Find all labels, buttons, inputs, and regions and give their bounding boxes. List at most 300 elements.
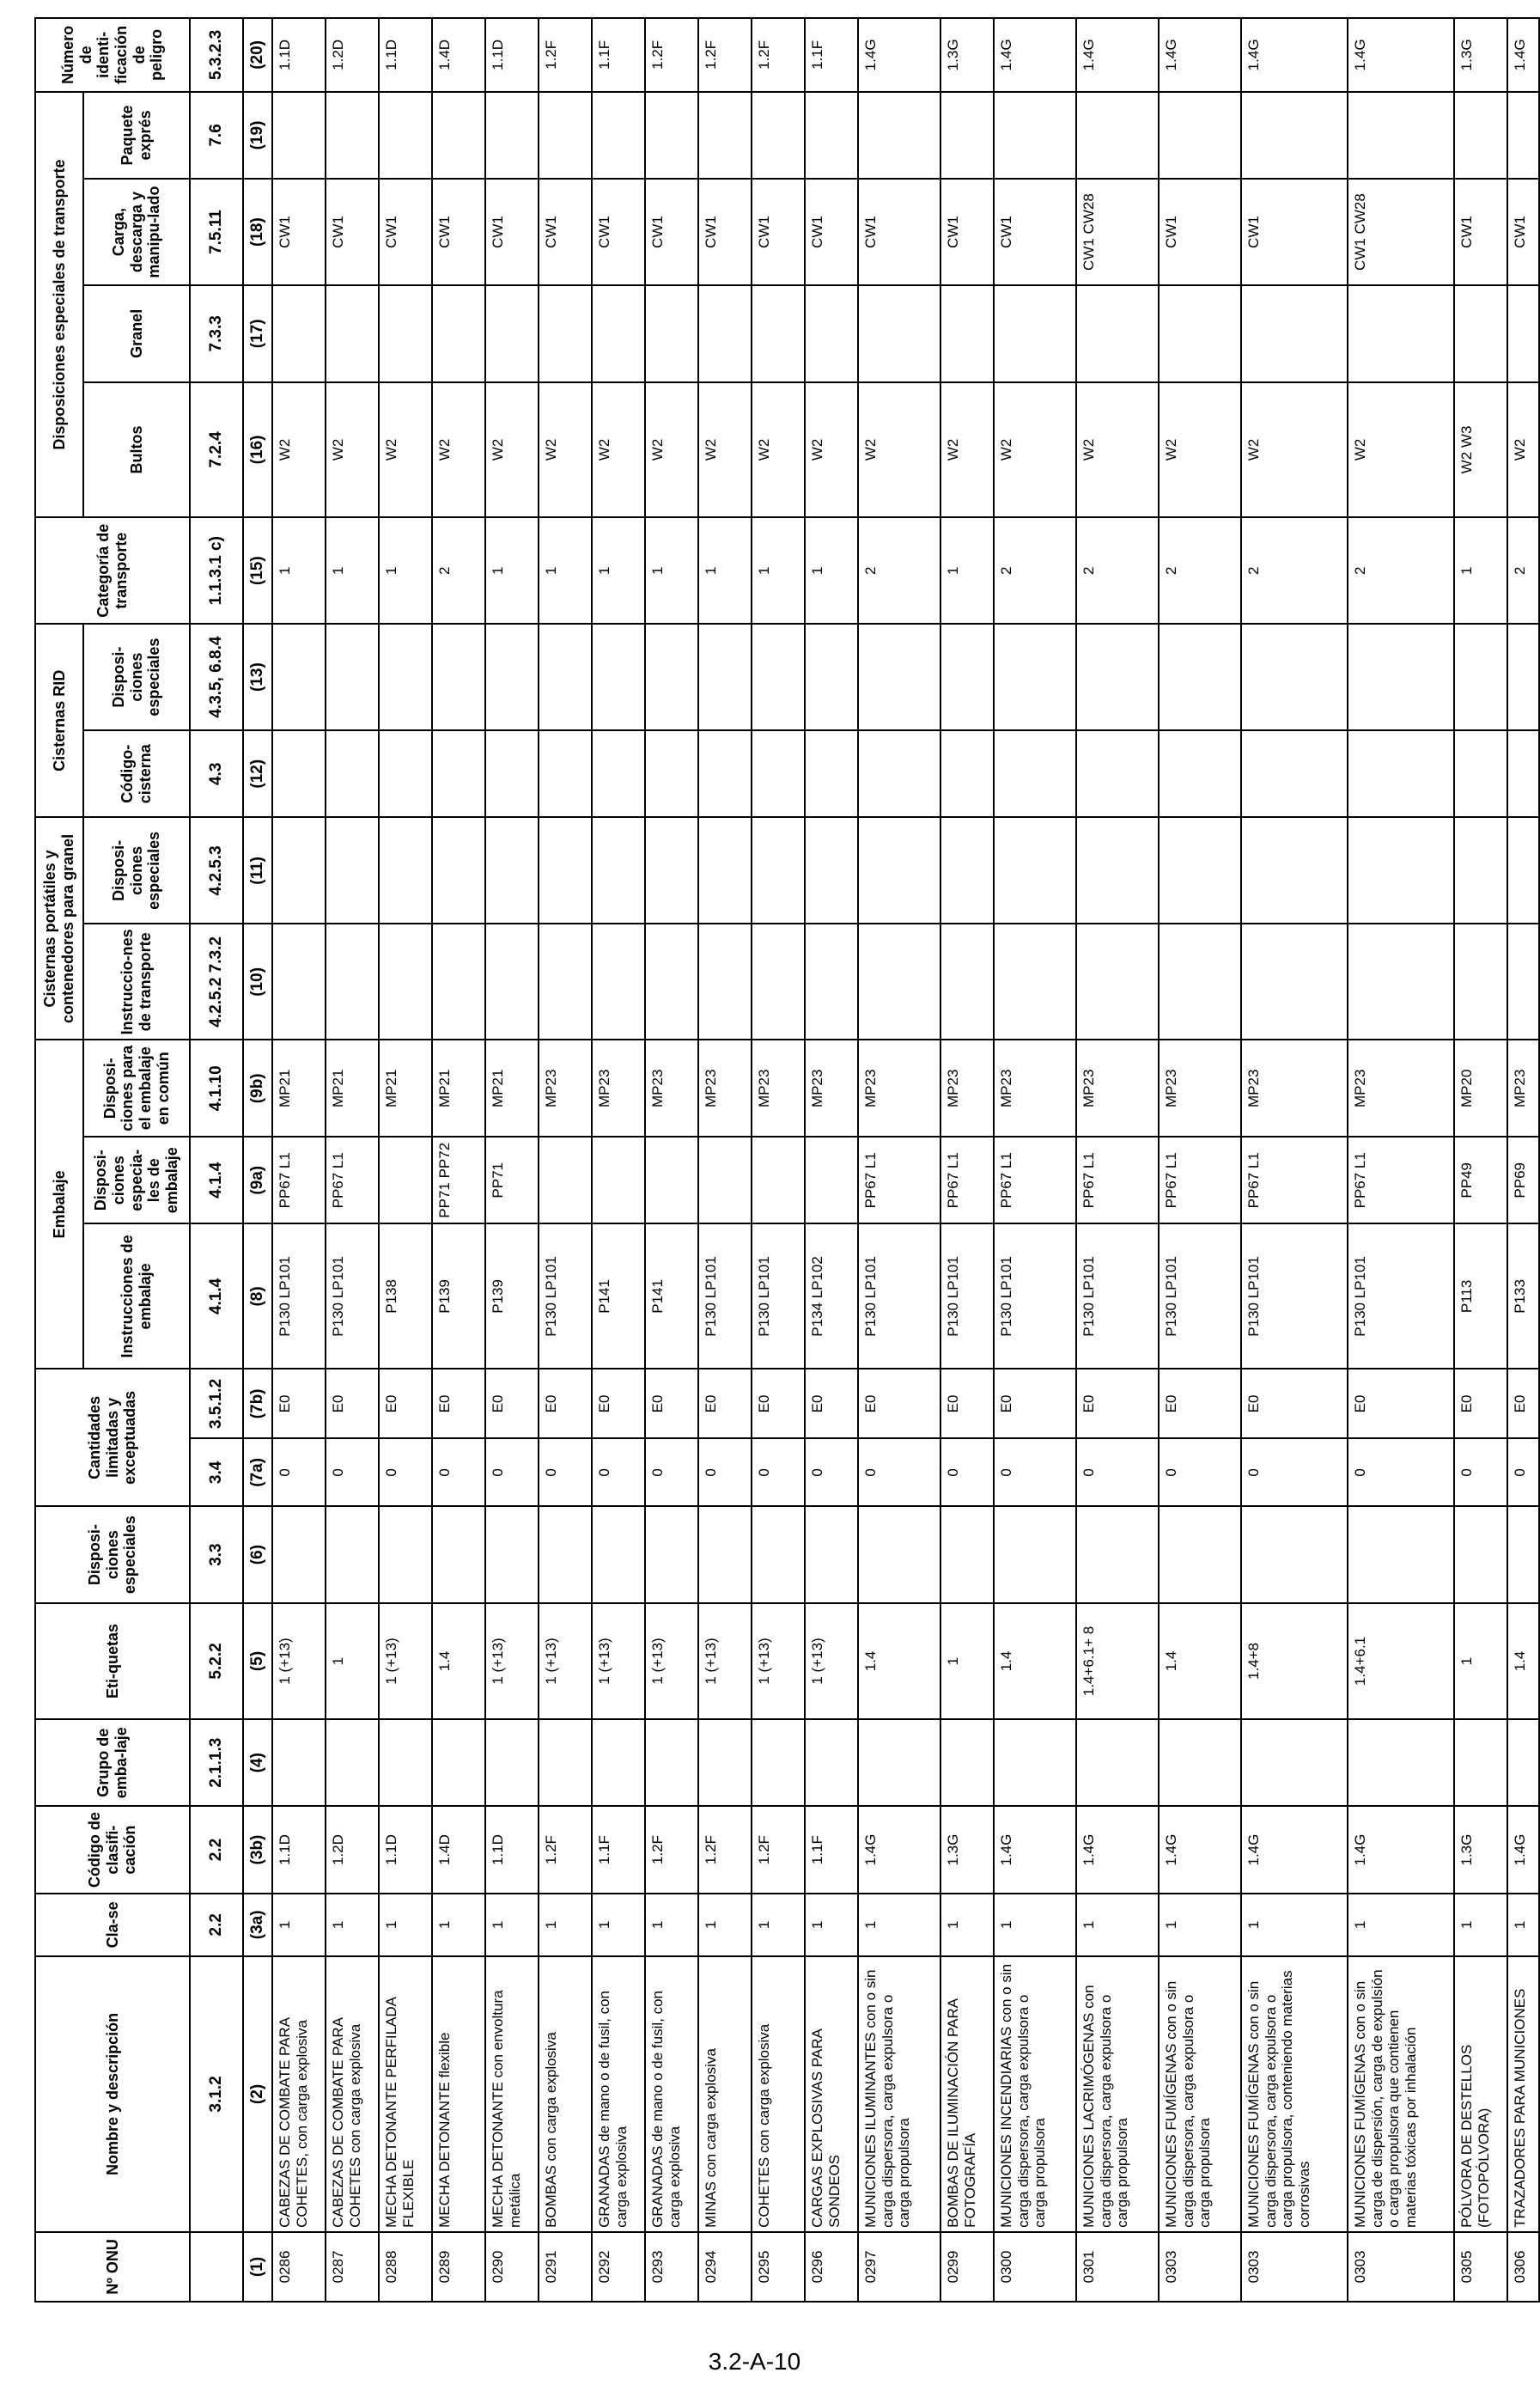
table-cell [485, 817, 539, 924]
table-cell: 1.4 [1507, 1603, 1539, 1719]
table-cell [752, 1137, 805, 1223]
table-cell: 1 [272, 517, 326, 624]
table-cell: CW1 [485, 179, 539, 285]
table-cell: CW1 [858, 179, 940, 285]
table-cell: 0301 [1076, 2232, 1159, 2302]
table-cell: 0288 [379, 2232, 432, 2302]
table-cell: 0 [485, 1438, 539, 1506]
table-cell [1159, 730, 1241, 817]
table-cell [805, 92, 858, 179]
table-cell: 0295 [752, 2232, 805, 2302]
col-head-19: Paquete exprés [83, 92, 190, 179]
table-cell [1159, 1719, 1241, 1806]
table-cell: P130 LP101 [1159, 1223, 1241, 1369]
table-cell [1454, 1506, 1507, 1603]
table-cell [1507, 1506, 1539, 1603]
table-cell [940, 92, 994, 179]
table-cell [1348, 285, 1454, 382]
table-row [485, 18, 539, 2302]
table-cell: 0303 [1348, 2232, 1454, 2302]
ref-cell: 1.1.3.1 c) [190, 517, 243, 624]
table-cell [592, 817, 645, 924]
table-cell [1076, 285, 1159, 382]
table-cell: 1 [940, 1894, 994, 1956]
table-cell [858, 92, 940, 179]
substance-name-cell: CABEZAS DE COMBATE PARA COHETES, con carga explosiva [272, 1956, 326, 2232]
group-head-embalaje: Embalaje [35, 1040, 83, 1369]
table-cell [1241, 1506, 1348, 1603]
table-cell: 1 (+13) [272, 1603, 326, 1719]
table-cell: P139 [485, 1223, 539, 1369]
table-cell: 0 [1348, 1438, 1454, 1506]
table-cell: E0 [539, 1369, 592, 1438]
table-cell: MP20 [1454, 1040, 1507, 1137]
table-cell [1348, 1506, 1454, 1603]
table-cell: 0300 [994, 2232, 1076, 2302]
table-cell [805, 1506, 858, 1603]
rotated-table-container [34, 17, 1528, 2303]
col-number-cell: (18) [243, 179, 272, 285]
col-head-20: Número de identi-ficación de peligro [35, 18, 190, 92]
table-cell [539, 285, 592, 382]
table-cell: 1.4+6.1 [1348, 1603, 1454, 1719]
col-head-9a: Disposi-ciones especia-les de embalaje [83, 1137, 190, 1223]
table-cell: CW1 [432, 179, 485, 285]
table-cell [1241, 1719, 1348, 1806]
table-cell: 1.4G [1507, 18, 1539, 92]
table-cell [432, 285, 485, 382]
col-head-8: Instrucciones de embalaje [83, 1223, 190, 1369]
table-cell: P130 LP101 [994, 1223, 1076, 1369]
table-cell [1159, 92, 1241, 179]
col-number-cell: (9a) [243, 1137, 272, 1223]
table-cell: 1.3G [940, 1806, 994, 1893]
table-cell [326, 92, 379, 179]
table-cell: 1.1D [485, 1806, 539, 1893]
table-cell [1507, 817, 1539, 924]
table-cell: CW1 [805, 179, 858, 285]
table-cell: 0297 [858, 2232, 940, 2302]
table-cell: 1 [1159, 1894, 1241, 1956]
table-cell [326, 924, 379, 1040]
table-cell: 1 (+13) [752, 1603, 805, 1719]
table-cell: CW1 [1159, 179, 1241, 285]
table-cell [1076, 817, 1159, 924]
table-cell: 0291 [539, 2232, 592, 2302]
table-row [272, 18, 326, 2302]
table-cell [994, 924, 1076, 1040]
table-cell: 1 [645, 1894, 698, 1956]
table-cell [272, 817, 326, 924]
table-cell: PP67 L1 [858, 1137, 940, 1223]
table-cell: CW1 [752, 179, 805, 285]
substance-name-cell: MUNICIONES FUMÍGENAS con o sin carga de dispersión, carga de expulsión o carga propulsora que contienen materias tóxicas por inhalación [1348, 1956, 1454, 2232]
table-cell: 1 [940, 517, 994, 624]
table-cell [1348, 817, 1454, 924]
table-cell: 0 [645, 1438, 698, 1506]
table-cell: P141 [645, 1223, 698, 1369]
col-head-11: Disposi-ciones especiales [83, 817, 190, 924]
table-cell: 1 [1454, 1894, 1507, 1956]
table-cell [698, 92, 752, 179]
table-cell [858, 1719, 940, 1806]
table-cell: PP49 [1454, 1137, 1507, 1223]
table-cell: 1.2F [752, 1806, 805, 1893]
table-cell: 0 [272, 1438, 326, 1506]
table-cell [645, 817, 698, 924]
table-cell: 1 (+13) [698, 1603, 752, 1719]
table-cell [1507, 92, 1539, 179]
table-cell: W2 [326, 382, 379, 518]
ref-cell: 4.2.5.3 [190, 817, 243, 924]
table-cell [645, 924, 698, 1040]
table-cell [1454, 817, 1507, 924]
table-cell: PP67 L1 [994, 1137, 1076, 1223]
table-cell [1454, 624, 1507, 730]
table-cell [379, 1137, 432, 1223]
table-cell [858, 1506, 940, 1603]
table-cell [272, 1506, 326, 1603]
table-cell: 1.4 [432, 1603, 485, 1719]
table-row [858, 18, 940, 2302]
table-cell [592, 285, 645, 382]
table-cell [1507, 924, 1539, 1040]
ref-cell: 3.3 [190, 1506, 243, 1603]
col-number-cell: (16) [243, 382, 272, 518]
table-cell [940, 817, 994, 924]
table-cell [698, 924, 752, 1040]
table-cell: 1.4G [858, 1806, 940, 1893]
table-cell: 1.2F [752, 18, 805, 92]
table-cell: E0 [805, 1369, 858, 1438]
table-cell: 0293 [645, 2232, 698, 2302]
table-cell: 2 [1076, 517, 1159, 624]
ref-cell [190, 2232, 243, 2302]
ref-cell: 3.5.1.2 [190, 1369, 243, 1438]
table-cell: P134 LP102 [805, 1223, 858, 1369]
table-cell: 1 [1241, 1894, 1348, 1956]
table-cell: 0287 [326, 2232, 379, 2302]
table-cell: 1 [326, 1894, 379, 1956]
ref-cell: 3.4 [190, 1438, 243, 1506]
table-cell [805, 1719, 858, 1806]
table-cell: PP67 L1 [272, 1137, 326, 1223]
table-cell [858, 817, 940, 924]
table-cell: 1.1D [272, 1806, 326, 1893]
table-cell: 1 [698, 1894, 752, 1956]
table-row [539, 18, 592, 2302]
table-cell: CW1 [1507, 179, 1539, 285]
table-cell: PP67 L1 [1241, 1137, 1348, 1223]
substance-name-cell: GRANADAS de mano o de fusil, con carga explosiva [592, 1956, 645, 2232]
table-cell: 0303 [1159, 2232, 1241, 2302]
table-cell: W2 [1076, 382, 1159, 518]
table-cell: 0 [805, 1438, 858, 1506]
table-cell [1159, 624, 1241, 730]
table-cell: 1 [1454, 517, 1507, 624]
table-cell: MP23 [805, 1040, 858, 1137]
table-cell: 1.4G [1507, 1806, 1539, 1893]
ref-cell: 7.5.11 [190, 179, 243, 285]
table-cell: P130 LP101 [539, 1223, 592, 1369]
table-cell: 1 [752, 517, 805, 624]
table-cell: P138 [379, 1223, 432, 1369]
table-cell [1159, 285, 1241, 382]
table-cell: 0 [994, 1438, 1076, 1506]
column-number-row [243, 18, 272, 2302]
table-cell: E0 [752, 1369, 805, 1438]
ref-cell: 4.3.5, 6.8.4 [190, 624, 243, 730]
table-cell: 1 [1076, 1894, 1159, 1956]
table-cell [1076, 92, 1159, 179]
table-cell [698, 624, 752, 730]
table-cell: PP67 L1 [940, 1137, 994, 1223]
col-head-6: Disposi-ciones especiales [35, 1506, 190, 1603]
table-cell: 1.2D [326, 1806, 379, 1893]
table-cell [539, 1719, 592, 1806]
table-cell: P130 LP101 [940, 1223, 994, 1369]
table-cell: E0 [379, 1369, 432, 1438]
col-head-10: Instruccio-nes de transporte [83, 924, 190, 1040]
table-cell [1507, 624, 1539, 730]
table-cell: 0 [1076, 1438, 1159, 1506]
ref-cell: 4.3 [190, 730, 243, 817]
table-cell: E0 [272, 1369, 326, 1438]
group-head-cantidades: Cantidades limitadas y exceptuadas [35, 1369, 190, 1506]
col-head-15: Categoría de transporte [35, 517, 190, 624]
table-cell: PP67 L1 [326, 1137, 379, 1223]
substance-name-cell: CARGAS EXPLOSIVAS PARA SONDEOS [805, 1956, 858, 2232]
table-cell: E0 [1159, 1369, 1241, 1438]
table-cell [272, 730, 326, 817]
table-cell: W2 [1241, 382, 1348, 518]
table-cell: 1 [805, 517, 858, 624]
table-cell: W2 [940, 382, 994, 518]
table-cell: 1 [1454, 1603, 1507, 1719]
table-cell: W2 [1507, 382, 1539, 518]
table-cell: CW1 CW28 [1348, 179, 1454, 285]
table-cell [1076, 924, 1159, 1040]
col-number-cell: (3b) [243, 1806, 272, 1893]
table-cell: MP23 [698, 1040, 752, 1137]
table-cell: E0 [1076, 1369, 1159, 1438]
table-cell [1241, 924, 1348, 1040]
table-cell: W2 [1348, 382, 1454, 518]
table-cell [592, 92, 645, 179]
substance-name-cell: MUNICIONES INCENDIARIAS con o sin carga dispersora, carga expulsora o carga propulsora [994, 1956, 1076, 2232]
table-cell: P130 LP101 [698, 1223, 752, 1369]
table-cell: E0 [994, 1369, 1076, 1438]
table-body [272, 18, 1539, 2302]
table-cell: 1.4 [858, 1603, 940, 1719]
substance-name-cell: MUNICIONES LACRIMÓGENAS con carga dispersora, carga expulsora o carga propulsora [1076, 1956, 1159, 2232]
table-cell: PP69 [1507, 1137, 1539, 1223]
table-cell [645, 1137, 698, 1223]
table-cell: W2 W3 [1454, 382, 1507, 518]
table-cell: MP23 [858, 1040, 940, 1137]
table-cell: 1.1D [272, 18, 326, 92]
table-cell [592, 730, 645, 817]
ref-cell: 5.2.2 [190, 1603, 243, 1719]
substance-name-cell: MUNICIONES ILUMINANTES con o sin carga dispersora, carga expulsora o carga propulsora [858, 1956, 940, 2232]
table-cell [805, 924, 858, 1040]
dangerous-goods-table [34, 17, 1540, 2303]
table-row [432, 18, 485, 2302]
table-cell [485, 1719, 539, 1806]
table-cell: 1.1D [379, 1806, 432, 1893]
table-cell: 1.1F [592, 18, 645, 92]
table-cell: 0 [592, 1438, 645, 1506]
table-cell [379, 1719, 432, 1806]
table-cell: 1.3G [1454, 18, 1507, 92]
table-cell [1241, 730, 1348, 817]
table-cell [645, 624, 698, 730]
table-cell [539, 1506, 592, 1603]
table-cell [592, 1719, 645, 1806]
table-cell [858, 624, 940, 730]
table-cell: 1 [994, 1894, 1076, 1956]
table-cell: 1 [485, 1894, 539, 1956]
table-cell [1507, 730, 1539, 817]
table-cell [805, 624, 858, 730]
table-cell: CW1 [1454, 179, 1507, 285]
table-cell: 1.1D [379, 18, 432, 92]
table-cell [645, 1719, 698, 1806]
table-cell [1348, 1719, 1454, 1806]
table-cell: 1 (+13) [539, 1603, 592, 1719]
col-head-2: Nombre y descripción [35, 1956, 190, 2232]
table-cell: W2 [272, 382, 326, 518]
table-cell [432, 730, 485, 817]
table-cell: 0290 [485, 2232, 539, 2302]
table-cell: MP23 [645, 1040, 698, 1137]
table-cell: CW1 [1241, 179, 1348, 285]
ref-cell: 3.1.2 [190, 1956, 243, 2232]
col-head-17: Granel [83, 285, 190, 382]
table-cell: E0 [432, 1369, 485, 1438]
table-cell [379, 624, 432, 730]
col-number-cell: (4) [243, 1719, 272, 1806]
table-cell: 2 [1507, 517, 1539, 624]
table-cell [994, 92, 1076, 179]
table-cell [592, 1506, 645, 1603]
table-cell: 0 [326, 1438, 379, 1506]
table-cell: 1 [1348, 1894, 1454, 1956]
table-row [1454, 18, 1507, 2302]
table-cell: 1.1F [805, 1806, 858, 1893]
table-cell [1159, 1506, 1241, 1603]
table-cell: 1.2F [645, 18, 698, 92]
table-cell [1241, 92, 1348, 179]
table-cell [432, 624, 485, 730]
table-cell: W2 [539, 382, 592, 518]
table-cell: E0 [1454, 1369, 1507, 1438]
table-cell: E0 [698, 1369, 752, 1438]
table-row [1507, 18, 1539, 2302]
table-cell: 1.4D [432, 18, 485, 92]
table-cell: P130 LP101 [1076, 1223, 1159, 1369]
col-number-cell: (7a) [243, 1438, 272, 1506]
table-cell [432, 817, 485, 924]
table-cell: E0 [1507, 1369, 1539, 1438]
table-cell: CW1 [592, 179, 645, 285]
col-head-5: Eti-quetas [35, 1603, 190, 1719]
table-cell: 1.4G [1159, 18, 1241, 92]
table-cell: P141 [592, 1223, 645, 1369]
table-cell [1076, 1719, 1159, 1806]
table-cell: 1 [485, 517, 539, 624]
table-cell [539, 92, 592, 179]
page-number: 3.2-A-10 [708, 2348, 801, 2375]
table-cell: 1 [940, 1603, 994, 1719]
substance-name-cell: COHETES con carga explosiva [752, 1956, 805, 2232]
col-number-cell: (1) [243, 2232, 272, 2302]
table-row [326, 18, 379, 2302]
col-number-cell: (12) [243, 730, 272, 817]
col-head-3a: Cla-se [35, 1894, 190, 1956]
table-row [698, 18, 752, 2302]
table-cell: 1.2F [539, 18, 592, 92]
table-cell [940, 1506, 994, 1603]
table-cell: 0 [1159, 1438, 1241, 1506]
table-cell: 1 [645, 517, 698, 624]
table-cell: 1.1F [592, 1806, 645, 1893]
table-cell [326, 730, 379, 817]
table-cell [539, 730, 592, 817]
table-cell [272, 92, 326, 179]
table-cell: 1 [592, 517, 645, 624]
table-cell [379, 817, 432, 924]
table-cell [805, 730, 858, 817]
table-cell: 1.4G [1159, 1806, 1241, 1893]
col-number-cell: (20) [243, 18, 272, 92]
table-cell [1348, 92, 1454, 179]
table-cell: 1.2F [645, 1806, 698, 1893]
table-cell [1241, 624, 1348, 730]
table-cell [752, 1719, 805, 1806]
table-cell [645, 285, 698, 382]
table-cell: 1 (+13) [592, 1603, 645, 1719]
table-cell [1348, 624, 1454, 730]
table-cell: 1.4+8 [1241, 1603, 1348, 1719]
table-cell: W2 [592, 382, 645, 518]
table-cell: 1 [379, 1894, 432, 1956]
table-cell [645, 1506, 698, 1603]
table-cell [858, 924, 940, 1040]
table-cell [698, 285, 752, 382]
table-cell: 0296 [805, 2232, 858, 2302]
table-cell: 1 [752, 1894, 805, 1956]
table-cell: 1 (+13) [485, 1603, 539, 1719]
table-row [1159, 18, 1241, 2302]
table-cell: E0 [1241, 1369, 1348, 1438]
table-cell: PP67 L1 [1348, 1137, 1454, 1223]
table-row [994, 18, 1076, 2302]
col-number-cell: (19) [243, 92, 272, 179]
table-cell [1454, 92, 1507, 179]
table-cell: 0289 [432, 2232, 485, 2302]
table-cell: W2 [1159, 382, 1241, 518]
table-cell [326, 624, 379, 730]
substance-name-cell: MECHA DETONANTE flexible [432, 1956, 485, 2232]
table-cell: PP71 [485, 1137, 539, 1223]
substance-name-cell: BOMBAS DE ILUMINACIÓN PARA FOTOGRAFÍA [940, 1956, 994, 2232]
table-cell: P130 LP101 [858, 1223, 940, 1369]
table-cell: 1 [592, 1894, 645, 1956]
ref-cell: 4.1.4 [190, 1223, 243, 1369]
table-cell [272, 624, 326, 730]
table-cell [539, 817, 592, 924]
